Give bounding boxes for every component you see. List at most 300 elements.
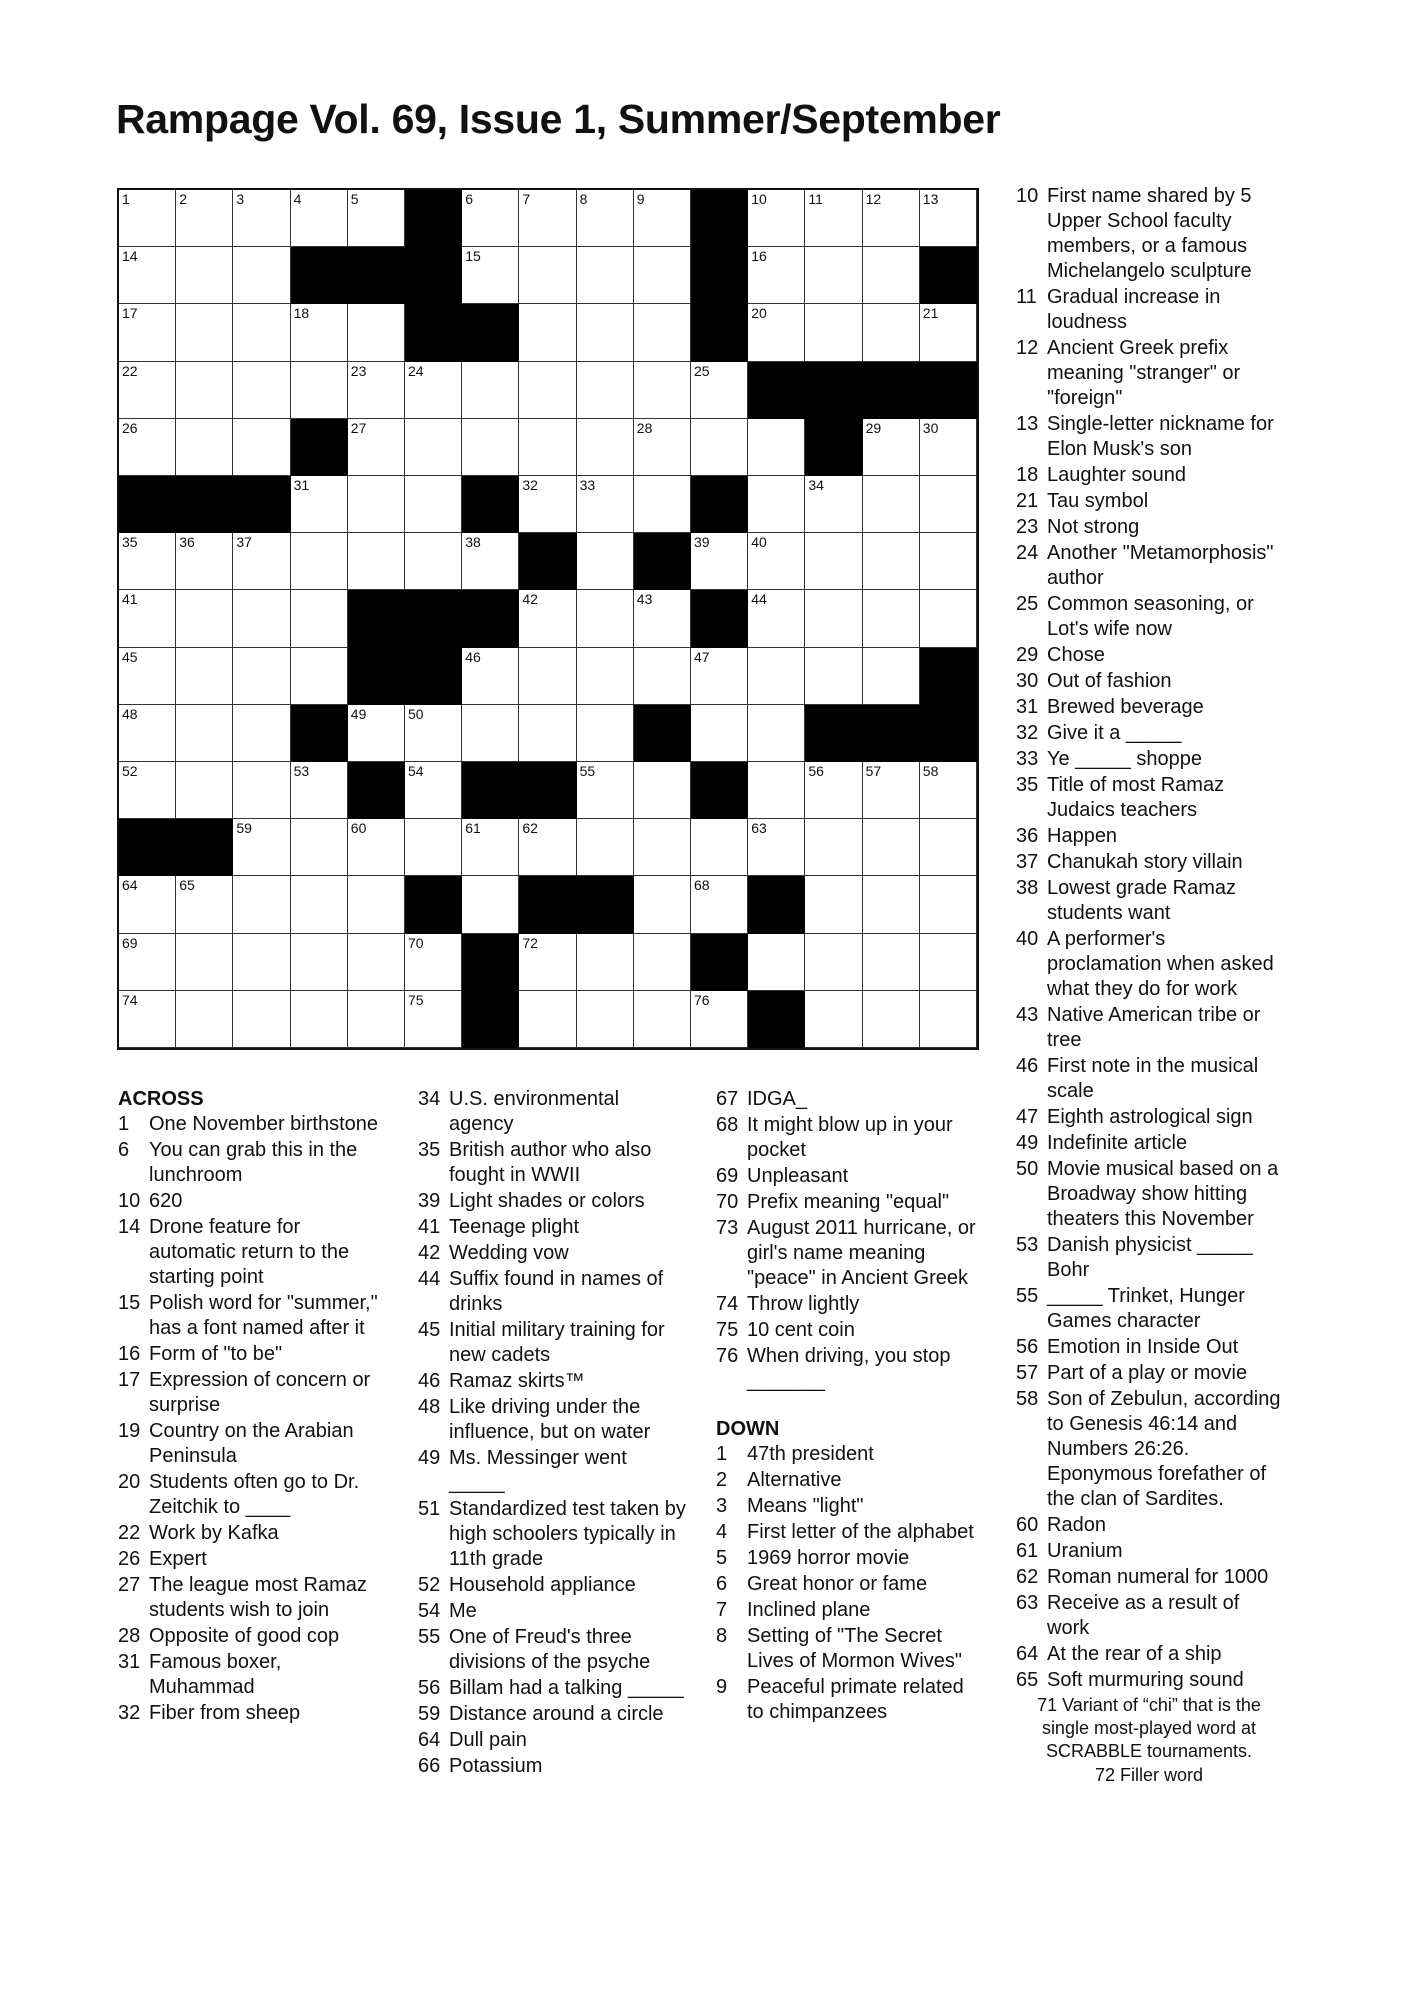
- grid-cell[interactable]: [348, 304, 405, 361]
- clue-item: [1016, 1157, 1282, 1232]
- grid-cell[interactable]: [634, 476, 691, 533]
- clue-item: [716, 1318, 986, 1343]
- grid-cell[interactable]: [634, 419, 691, 476]
- grid-cell[interactable]: [462, 362, 519, 419]
- grid-cell[interactable]: [233, 304, 290, 361]
- cell-number: 40: [751, 534, 767, 551]
- clue-item: [716, 1598, 986, 1623]
- grid-cell[interactable]: [405, 419, 462, 476]
- grid-cell[interactable]: [634, 934, 691, 991]
- clue-number: 39: [418, 1190, 441, 1212]
- grid-cell[interactable]: [691, 705, 748, 762]
- grid-cell[interactable]: [805, 590, 862, 647]
- grid-cell[interactable]: [462, 648, 519, 705]
- clue-number: 33: [1016, 748, 1039, 770]
- cell-number: 17: [122, 305, 138, 322]
- clue-item: [418, 1087, 686, 1137]
- grid-cell[interactable]: [519, 304, 576, 361]
- clue-text: _____ Trinket, Hunger Games character: [1047, 1285, 1245, 1332]
- clue-text: Students often go to Dr. Zeitchik to ____: [149, 1471, 360, 1518]
- grid-cell[interactable]: [233, 247, 290, 304]
- grid-cell[interactable]: [634, 819, 691, 876]
- grid-cell[interactable]: [691, 362, 748, 419]
- grid-cell[interactable]: [577, 705, 634, 762]
- clue-item: [716, 1216, 986, 1291]
- grid-cell[interactable]: [634, 876, 691, 933]
- grid-cell[interactable]: [577, 476, 634, 533]
- clue-text: First letter of the alphabet: [747, 1521, 974, 1543]
- grid-cell[interactable]: [748, 705, 805, 762]
- black-square: [405, 247, 462, 304]
- grid-cell[interactable]: [519, 590, 576, 647]
- grid-cell[interactable]: [691, 876, 748, 933]
- grid-cell[interactable]: [462, 819, 519, 876]
- clue-text: A performer's proclamation when asked what they do for work: [1047, 928, 1274, 1000]
- grid-cell[interactable]: [863, 590, 920, 647]
- grid-cell[interactable]: [233, 648, 290, 705]
- grid-cell[interactable]: [577, 533, 634, 590]
- clue-item: [716, 1624, 986, 1674]
- clue-item: [118, 1573, 388, 1623]
- clue-number: 17: [118, 1369, 141, 1391]
- clue-item: [716, 1190, 986, 1215]
- grid-cell[interactable]: [577, 247, 634, 304]
- grid-cell[interactable]: [233, 876, 290, 933]
- clue-number: 66: [418, 1755, 441, 1777]
- black-square: [519, 533, 576, 590]
- grid-cell[interactable]: [748, 476, 805, 533]
- cell-number: 34: [808, 477, 824, 493]
- cell-number: 55: [579, 763, 596, 779]
- black-square: [348, 247, 405, 304]
- grid-cell[interactable]: [920, 991, 977, 1048]
- cell-number: 20: [751, 305, 767, 322]
- grid-cell[interactable]: [577, 762, 634, 819]
- clue-text: Another "Metamorphosis" author: [1047, 542, 1274, 589]
- grid-cell[interactable]: [863, 304, 920, 361]
- grid-cell[interactable]: [176, 190, 233, 247]
- clue-text: First name shared by 5 Upper School faculty members, or a famous Michelangelo sculpture: [1047, 185, 1252, 282]
- grid-cell[interactable]: [233, 190, 290, 247]
- grid-cell[interactable]: [233, 590, 290, 647]
- grid-cell[interactable]: [348, 190, 405, 247]
- cell-number: 52: [122, 763, 138, 779]
- grid-cell[interactable]: [291, 991, 348, 1048]
- clue-number: 21: [1016, 490, 1039, 512]
- grid-cell[interactable]: [748, 190, 805, 247]
- clue-number: 58: [1016, 1388, 1039, 1410]
- grid-cell[interactable]: [748, 419, 805, 476]
- clue-text: Teenage plight: [449, 1216, 580, 1238]
- grid-cell[interactable]: [805, 819, 862, 876]
- clue-item: [1016, 541, 1282, 591]
- grid-cell[interactable]: [863, 419, 920, 476]
- grid-cell[interactable]: [405, 705, 462, 762]
- grid-cell[interactable]: [176, 934, 233, 991]
- cell-number: 30: [922, 419, 939, 436]
- cell-number: 54: [408, 763, 424, 779]
- grid-cell[interactable]: [920, 762, 977, 819]
- grid-cell[interactable]: [805, 247, 862, 304]
- cell-number: 42: [522, 591, 538, 608]
- grid-cell[interactable]: [920, 476, 977, 533]
- grid-cell[interactable]: [176, 590, 233, 647]
- clue-number: 19: [118, 1420, 141, 1442]
- grid-cell[interactable]: [233, 362, 290, 419]
- clue-number: 76: [716, 1345, 739, 1367]
- clue-text: Ramaz skirts™: [449, 1370, 585, 1392]
- grid-cell[interactable]: [348, 876, 405, 933]
- clue-text: Not strong: [1047, 516, 1140, 538]
- grid-cell[interactable]: [348, 934, 405, 991]
- grid-cell[interactable]: [176, 419, 233, 476]
- grid-cell[interactable]: [634, 190, 691, 247]
- grid-cell[interactable]: [291, 304, 348, 361]
- grid-cell[interactable]: [233, 705, 290, 762]
- grid-cell[interactable]: [119, 247, 176, 304]
- grid-cell[interactable]: [233, 762, 290, 819]
- clue-number: 35: [418, 1139, 441, 1161]
- black-square: [519, 762, 576, 819]
- grid-cell[interactable]: [748, 533, 805, 590]
- grid-cell[interactable]: [691, 991, 748, 1048]
- cell-number: 32: [522, 477, 538, 493]
- clue-number: 10: [1016, 185, 1039, 207]
- clue-number: 2: [716, 1469, 728, 1491]
- grid-cell[interactable]: [748, 648, 805, 705]
- clue-column-3: [716, 1087, 986, 1726]
- clue-number: 46: [418, 1370, 441, 1392]
- grid-cell[interactable]: [748, 819, 805, 876]
- grid-cell[interactable]: [119, 190, 176, 247]
- grid-cell[interactable]: [519, 190, 576, 247]
- grid-cell[interactable]: [348, 991, 405, 1048]
- clue-column-1: [118, 1087, 388, 1727]
- clue-text: Light shades or colors: [449, 1190, 645, 1212]
- clue-item: [418, 1369, 686, 1394]
- grid-cell[interactable]: [920, 190, 977, 247]
- grid-cell[interactable]: [634, 304, 691, 361]
- grid-cell[interactable]: [920, 533, 977, 590]
- black-square: [634, 533, 691, 590]
- clue-text: Like driving under the influence, but on water: [449, 1396, 651, 1443]
- grid-cell[interactable]: [748, 934, 805, 991]
- clue-item: [1016, 1105, 1282, 1130]
- clue-number: 8: [716, 1625, 728, 1647]
- grid-cell[interactable]: [748, 304, 805, 361]
- clue-text: Title of most Ramaz Judaics teachers: [1047, 774, 1225, 821]
- black-square: [748, 876, 805, 933]
- grid-cell[interactable]: [348, 819, 405, 876]
- grid-cell[interactable]: [805, 304, 862, 361]
- clue-text: At the rear of a ship: [1047, 1643, 1222, 1665]
- black-square: [691, 762, 748, 819]
- clue-item: [716, 1675, 986, 1725]
- grid-cell[interactable]: [405, 533, 462, 590]
- clue-item: [1016, 721, 1282, 746]
- grid-cell[interactable]: [863, 533, 920, 590]
- grid-cell[interactable]: [405, 476, 462, 533]
- grid-cell[interactable]: [233, 419, 290, 476]
- clue-text: Unpleasant: [747, 1165, 849, 1187]
- grid-cell[interactable]: [462, 533, 519, 590]
- grid-cell[interactable]: [920, 876, 977, 933]
- clue-text: Household appliance: [449, 1574, 636, 1596]
- grid-cell[interactable]: [863, 819, 920, 876]
- grid-cell[interactable]: [119, 705, 176, 762]
- grid-cell[interactable]: [577, 190, 634, 247]
- grid-cell[interactable]: [920, 590, 977, 647]
- grid-cell[interactable]: [634, 247, 691, 304]
- clue-number: 32: [1016, 722, 1039, 744]
- clue-number: 48: [418, 1396, 441, 1418]
- grid-cell[interactable]: [920, 419, 977, 476]
- clue-item: [1016, 669, 1282, 694]
- grid-cell[interactable]: [920, 819, 977, 876]
- grid-cell[interactable]: [291, 533, 348, 590]
- grid-cell[interactable]: [805, 876, 862, 933]
- grid-cell[interactable]: [577, 304, 634, 361]
- grid-cell[interactable]: [462, 419, 519, 476]
- clue-number: 73: [716, 1217, 739, 1239]
- black-square: [291, 419, 348, 476]
- grid-cell[interactable]: [405, 934, 462, 991]
- grid-cell[interactable]: [519, 991, 576, 1048]
- grid-cell[interactable]: [863, 876, 920, 933]
- grid-cell[interactable]: [691, 419, 748, 476]
- grid-cell[interactable]: [119, 991, 176, 1048]
- grid-cell[interactable]: [863, 247, 920, 304]
- grid-cell[interactable]: [119, 533, 176, 590]
- grid-cell[interactable]: [519, 934, 576, 991]
- grid-cell[interactable]: [577, 819, 634, 876]
- grid-cell[interactable]: [805, 190, 862, 247]
- grid-cell[interactable]: [291, 190, 348, 247]
- black-square: [920, 648, 977, 705]
- grid-cell[interactable]: [691, 648, 748, 705]
- clue-text: Ye _____ shoppe: [1047, 748, 1202, 770]
- grid-cell[interactable]: [577, 590, 634, 647]
- clue-item: [1016, 412, 1282, 462]
- grid-cell[interactable]: [291, 819, 348, 876]
- clue-number: 56: [1016, 1336, 1039, 1358]
- grid-cell[interactable]: [863, 991, 920, 1048]
- clue-text: Indefinite article: [1047, 1132, 1188, 1154]
- clue-text: Standardized test taken by high schoolers typically in 11th grade: [449, 1498, 686, 1570]
- grid-cell[interactable]: [119, 648, 176, 705]
- clue-number: 37: [1016, 851, 1039, 873]
- grid-cell[interactable]: [405, 362, 462, 419]
- clue-text: Brewed beverage: [1047, 696, 1204, 718]
- crossword-grid: [117, 188, 979, 1050]
- grid-cell[interactable]: [805, 533, 862, 590]
- grid-cell[interactable]: [119, 590, 176, 647]
- clue-item: [118, 1650, 388, 1700]
- clue-item: [118, 1547, 388, 1572]
- grid-cell[interactable]: [291, 590, 348, 647]
- black-square: [920, 705, 977, 762]
- clue-text: Potassium: [449, 1755, 543, 1777]
- grid-cell[interactable]: [176, 247, 233, 304]
- clue-number: 64: [1016, 1643, 1039, 1665]
- grid-cell[interactable]: [176, 362, 233, 419]
- grid-cell[interactable]: [805, 934, 862, 991]
- grid-cell[interactable]: [920, 304, 977, 361]
- grid-cell[interactable]: [748, 762, 805, 819]
- clue-item: [716, 1468, 986, 1493]
- grid-cell[interactable]: [405, 991, 462, 1048]
- grid-cell[interactable]: [519, 648, 576, 705]
- clue-number: 4: [716, 1521, 728, 1543]
- grid-cell[interactable]: [119, 304, 176, 361]
- grid-cell[interactable]: [691, 819, 748, 876]
- grid-cell[interactable]: [462, 247, 519, 304]
- grid-cell[interactable]: [119, 934, 176, 991]
- clue-item: [1016, 1668, 1282, 1693]
- grid-cell[interactable]: [291, 934, 348, 991]
- grid-cell[interactable]: [519, 476, 576, 533]
- black-square: [691, 304, 748, 361]
- cell-number: 22: [122, 362, 138, 379]
- clue-number: 10: [118, 1190, 141, 1212]
- grid-cell[interactable]: [805, 476, 862, 533]
- clue-text: Dull pain: [449, 1729, 527, 1751]
- grid-cell[interactable]: [863, 762, 920, 819]
- grid-cell[interactable]: [291, 648, 348, 705]
- grid-cell[interactable]: [119, 362, 176, 419]
- grid-cell[interactable]: [176, 762, 233, 819]
- grid-cell[interactable]: [176, 533, 233, 590]
- grid-cell[interactable]: [348, 419, 405, 476]
- grid-cell[interactable]: [233, 934, 290, 991]
- clue-text: Work by Kafka: [149, 1522, 279, 1544]
- clue-item: [1016, 1591, 1282, 1641]
- grid-cell[interactable]: [519, 419, 576, 476]
- grid-cell[interactable]: [348, 705, 405, 762]
- grid-cell[interactable]: [863, 190, 920, 247]
- grid-cell[interactable]: [405, 819, 462, 876]
- grid-cell[interactable]: [233, 533, 290, 590]
- grid-cell[interactable]: [176, 705, 233, 762]
- cell-number: 61: [465, 820, 481, 837]
- clue-text: Chanukah story villain: [1047, 851, 1243, 873]
- cell-number: 21: [922, 305, 939, 322]
- grid-cell[interactable]: [577, 991, 634, 1048]
- clue-number: 7: [716, 1599, 728, 1621]
- grid-cell[interactable]: [519, 247, 576, 304]
- grid-cell[interactable]: [863, 934, 920, 991]
- black-square: [462, 590, 519, 647]
- clue-item: [418, 1497, 686, 1572]
- cell-number: 35: [122, 534, 138, 551]
- clue-item: [716, 1344, 986, 1394]
- grid-cell[interactable]: [291, 876, 348, 933]
- clue-number: 65: [1016, 1669, 1039, 1691]
- clue-item: [1016, 1131, 1282, 1156]
- black-square: [805, 705, 862, 762]
- clue-number: 52: [418, 1574, 441, 1596]
- clue-text: Initial military training for new cadets: [449, 1319, 665, 1366]
- grid-cell[interactable]: [805, 991, 862, 1048]
- clue-item: [1016, 1513, 1282, 1538]
- grid-cell[interactable]: [920, 934, 977, 991]
- grid-cell[interactable]: [863, 648, 920, 705]
- grid-cell[interactable]: [634, 362, 691, 419]
- grid-cell[interactable]: [348, 533, 405, 590]
- grid-cell[interactable]: [176, 648, 233, 705]
- grid-cell[interactable]: [119, 876, 176, 933]
- clue-item: [418, 1189, 686, 1214]
- clue-text: Chose: [1047, 644, 1105, 666]
- grid-cell[interactable]: [634, 762, 691, 819]
- grid-cell[interactable]: [291, 762, 348, 819]
- black-square: [233, 476, 290, 533]
- clue-text: One of Freud's three divisions of the psyche: [449, 1626, 651, 1673]
- grid-cell[interactable]: [519, 819, 576, 876]
- grid-cell[interactable]: [348, 362, 405, 419]
- grid-cell[interactable]: [519, 705, 576, 762]
- grid-cell[interactable]: [577, 419, 634, 476]
- clue-item: [418, 1599, 686, 1624]
- grid-cell[interactable]: [462, 705, 519, 762]
- grid-cell[interactable]: [863, 476, 920, 533]
- clue-text: Ms. Messinger went _____: [449, 1447, 627, 1494]
- grid-cell[interactable]: [748, 590, 805, 647]
- grid-cell[interactable]: [291, 362, 348, 419]
- grid-cell[interactable]: [405, 762, 462, 819]
- grid-cell[interactable]: [805, 762, 862, 819]
- grid-cell[interactable]: [119, 419, 176, 476]
- grid-cell[interactable]: [291, 476, 348, 533]
- grid-cell[interactable]: [577, 934, 634, 991]
- cell-number: 14: [122, 248, 138, 265]
- cell-number: 69: [122, 934, 138, 951]
- grid-cell[interactable]: [634, 991, 691, 1048]
- grid-cell[interactable]: [462, 190, 519, 247]
- grid-cell[interactable]: [233, 991, 290, 1048]
- grid-cell[interactable]: [462, 876, 519, 933]
- clue-text: Movie musical based on a Broadway show hitting theaters this November: [1047, 1158, 1279, 1230]
- grid-cell[interactable]: [176, 304, 233, 361]
- clue-item: [418, 1754, 686, 1779]
- grid-cell[interactable]: [634, 648, 691, 705]
- black-square: [462, 934, 519, 991]
- cell-number: 9: [636, 191, 645, 207]
- grid-cell[interactable]: [176, 876, 233, 933]
- grid-cell[interactable]: [119, 762, 176, 819]
- grid-cell[interactable]: [348, 476, 405, 533]
- grid-cell[interactable]: [519, 362, 576, 419]
- grid-cell[interactable]: [176, 991, 233, 1048]
- grid-cell[interactable]: [805, 648, 862, 705]
- grid-cell[interactable]: [748, 247, 805, 304]
- grid-cell[interactable]: [691, 533, 748, 590]
- clue-item: [716, 1292, 986, 1317]
- grid-cell[interactable]: [233, 819, 290, 876]
- clue-number: 55: [418, 1626, 441, 1648]
- clue-number: 60: [1016, 1514, 1039, 1536]
- cell-number: 76: [694, 991, 710, 1008]
- clue-text: IDGA_: [747, 1088, 808, 1110]
- clue-item: [716, 1442, 986, 1467]
- clue-number: 64: [418, 1729, 441, 1751]
- grid-cell[interactable]: [577, 362, 634, 419]
- grid-cell[interactable]: [577, 648, 634, 705]
- cell-number: 62: [522, 820, 538, 837]
- grid-cell[interactable]: [634, 590, 691, 647]
- clue-item: [118, 1138, 388, 1188]
- clue-number: 44: [418, 1268, 441, 1290]
